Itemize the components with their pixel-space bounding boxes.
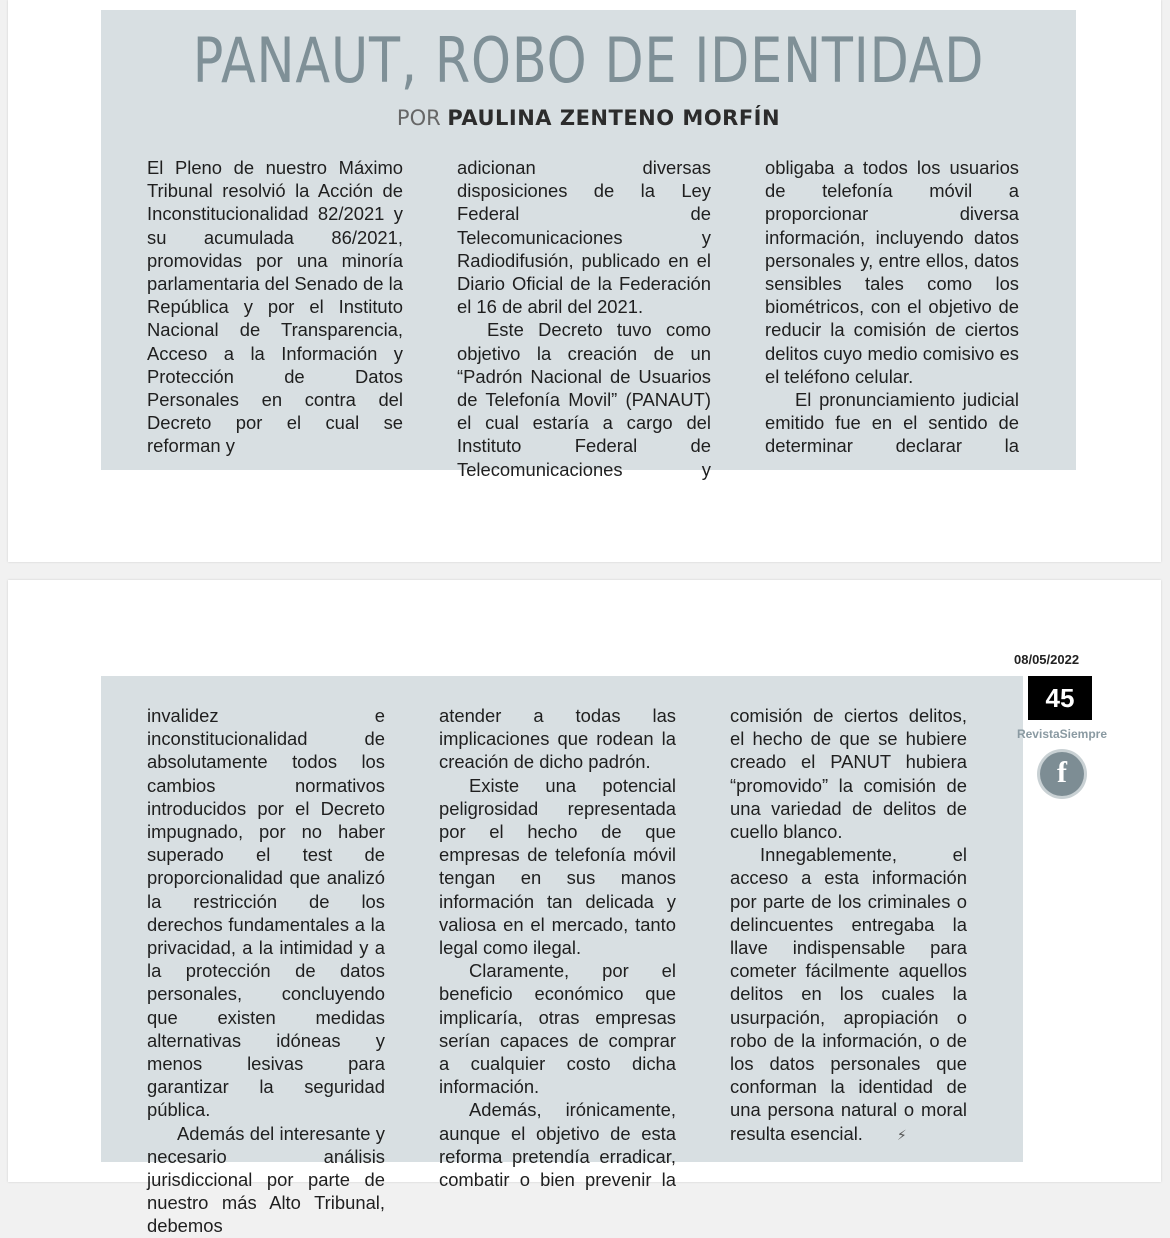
article-title: PANAUT, ROBO DE IDENTIDAD — [192, 24, 985, 97]
end-mark-icon: ⚡ — [896, 1126, 907, 1143]
facebook-icon[interactable] — [1040, 752, 1084, 796]
paragraph: Además, irónicamente, aunque el objetivo de esta reforma pretendía erradicar, combatir o bien prevenir la — [439, 1099, 676, 1191]
paragraph: El Pleno de nuestro Máximo Tribunal resolvió la Acción de Inconstitucionalidad 82/2021 y su acumulada 86/2021, promovidas por una minoría parlamentaria del Senado de la República y por el Instituto Nacional de Transparencia, Acceso a la Información y Protección de Datos Personales en contra del Decreto por el cual se reforman y — [147, 157, 403, 457]
article-panel-top — [101, 10, 1076, 480]
issue-date: 08/05/2022 — [1014, 652, 1080, 667]
paragraph: Este Decreto tuvo como objetivo la creación de un “Padrón Nacional de Usuarios de Telefonía Movil” (PANAUT) el cual estaría a cargo del Instituto Federal de Telecomunicaciones y — [457, 319, 711, 480]
paragraph: Existe una potencial peligrosidad representada por el hecho de que empresas de telefonía móvil tengan en sus manos información tan delicada y valiosa en el mercado, tanto legal como ilegal. — [439, 774, 676, 959]
article-panel-bottom — [101, 676, 1023, 1237]
page-bottom — [8, 580, 1161, 1237]
column-2 — [457, 156, 711, 481]
paragraph — [730, 843, 967, 1147]
paragraph: Además del interesante y necesario análisis jurisdiccional por parte de nuestro más Alto Tribunal, debemos — [147, 1122, 385, 1237]
paragraph: invalidez e inconstitucionalidad de absolutamente todos los cambios normativos introducidos por el Decreto impugnado, por no haber superado el test de proporcionalidad que analizó la restricción de los derechos fundamentales a la privacidad, a la intimidad y a la protección de datos personales, concluyendo que existen medidas alternativas idóneas y menos lesivas para garantizar la seguridad pública. — [147, 705, 385, 1121]
paragraph: adicionan diversas disposiciones de la Ley Federal de Telecomunicaciones y Radiodifusión, publicado en el Diario Oficial de la Federación el 16 de abril del 2021. — [457, 157, 711, 318]
page-number: 45 — [1028, 676, 1092, 720]
paragraph: comisión de ciertos delitos, el hecho de que se hubiere creado el PANUT hubiera “promovido” la comisión de una variedad de delitos de cuello blanco. — [730, 705, 967, 843]
brand-name: RevistaSiempre — [1016, 727, 1108, 741]
paragraph: atender a todas las implicaciones que rodean la creación de dicho padrón. — [439, 705, 676, 773]
column-1 — [147, 704, 385, 1238]
paragraph: El pronunciamiento judicial emitido fue en el sentido de determinar declarar la — [765, 389, 1019, 457]
paragraph: Claramente, por el beneficio económico que implicaría, otras empresas serían capaces de comprar a cualquier costo dicha información. — [439, 960, 676, 1098]
facebook-glyph: f — [1057, 756, 1067, 789]
page-top — [8, 0, 1161, 562]
paragraph: obligaba a todos los usuarios de telefonía móvil a proporcionar diversa información, incluyendo datos personales y, entre ellos, datos sensibles tales como los biométricos, con el objetivo de reducir la comisión de ciertos delitos cuyo medio comisivo es el teléfono celular. — [765, 157, 1019, 387]
column-3 — [765, 156, 1019, 458]
byline — [101, 106, 1076, 130]
byline-author: PAULINA ZENTENO MORFÍN — [447, 106, 781, 130]
column-3 — [730, 704, 967, 1147]
byline-por: POR — [396, 106, 441, 130]
column-2 — [439, 704, 676, 1191]
column-1 — [147, 156, 403, 458]
paragraph-text: Innegablemente, el acceso a esta información por parte de los criminales o delincuentes entregaba la llave indispensable para cometer fácilmente aquellos delitos en los cuales la usurpación, apropiación o robo de la información, o de los datos personales que conforman la identidad de una persona natural o moral resulta esencial. — [730, 844, 967, 1144]
